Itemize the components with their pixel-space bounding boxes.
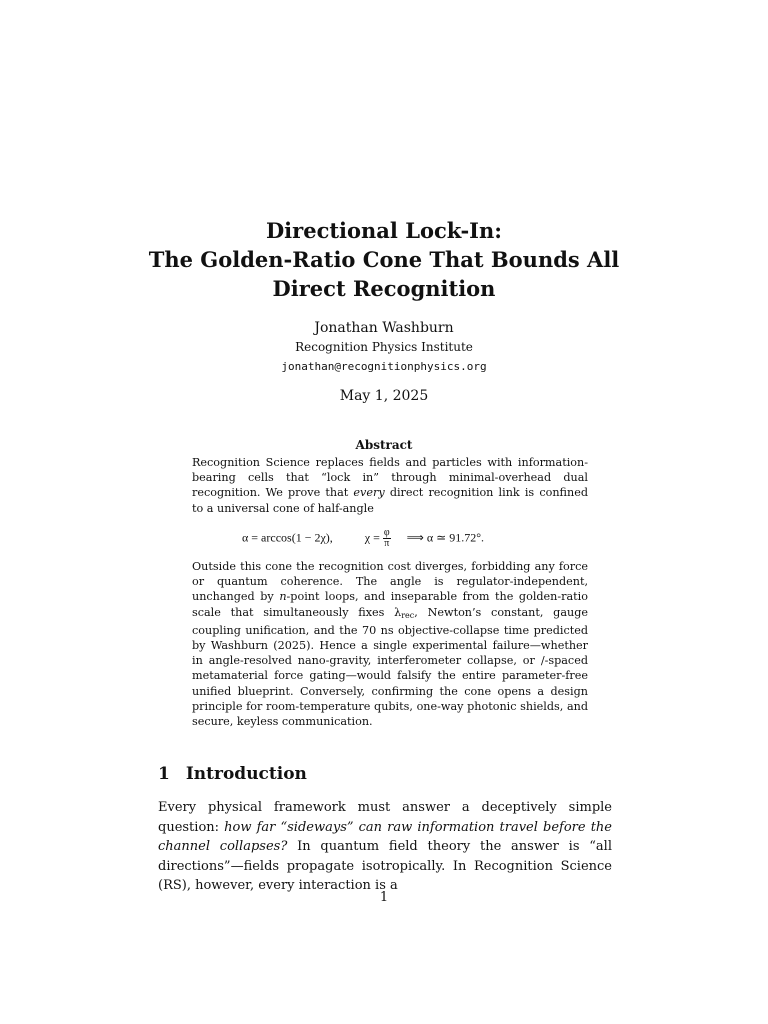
intro-text-b: In quantum field theory the answer is “all directions”—fields propagate isotropically. In Recognition Science (RS), however, every interaction is a [158,839,612,893]
abstract-p2-text-c: , Newton’s constant, gauge coupling unification, and the 70 ns objective-collapse time predicted by Washburn (2025). Hence a single experimental failure—whether in angle-resolved nano-gravity, interferometer collapse, or /-spaced metamaterial force gating—would falsify the entire parameter-free unified blueprint. Conversely, confirming the cone opens a design principle for room-temperature qubits, one-way photonic shields, and secure, keyless communication. [192,605,588,729]
title-line-3: Direct Recognition [272,276,496,301]
intro-emphasis: how far “sideways” can raw information travel before the channel collapses? [158,819,612,854]
section-title: Introduction [185,764,307,784]
abstract-p1-text-b: direct recognition link is confined to a universal cone of half-angle [192,486,588,515]
author-email: jonathan@recognitionphysics.org [281,360,487,373]
section-number: 1 [158,764,170,784]
abstract-heading: Abstract [355,438,413,452]
section-heading [158,764,307,784]
author-affiliation: Recognition Physics Institute [295,340,473,354]
equation-fraction [383,528,391,549]
paper-title [0,216,768,303]
fraction-numerator: φ [383,527,390,538]
author-name: Jonathan Washburn [314,320,454,336]
intro-paragraph [158,798,612,896]
lambda-subscript: rec [401,610,415,620]
intro-text-a: Every physical framework must answer a deceptively simple question: [158,800,612,835]
equation-lhs: α = arccos(1 − 2χ), [242,530,333,545]
cone-equation [242,528,484,549]
abstract-p1-text-a: Recognition Science replaces fields and particles with information-bearing cells that “lock in” through minimal-overhead dual recognition. We prove that [192,456,588,500]
equation-chi: χ = [364,530,380,545]
abstract-paragraph-2 [192,559,588,729]
abstract-paragraph-1 [192,455,588,516]
abstract-p1-emphasis: every [353,486,385,500]
abstract-p2-n: n [279,590,287,604]
abstract-p2-text-b: -point loops, and inseparable from the golden-ratio scale that simultaneously fixes λ [192,590,588,619]
paper-date: May 1, 2025 [339,388,429,404]
page-number: 1 [379,890,389,905]
abstract-p2-text-a: Outside this cone the recognition cost diverges, forbidding any force or quantum coherence. The angle is regulator-independent, unchanged by [192,560,588,604]
equation-rhs: ⟹ α ≃ 91.72°. [406,530,485,545]
title-line-1: Directional Lock-In: [265,218,503,243]
title-line-2: The Golden-Ratio Cone That Bounds All [148,247,620,272]
fraction-denominator: π [384,538,390,549]
